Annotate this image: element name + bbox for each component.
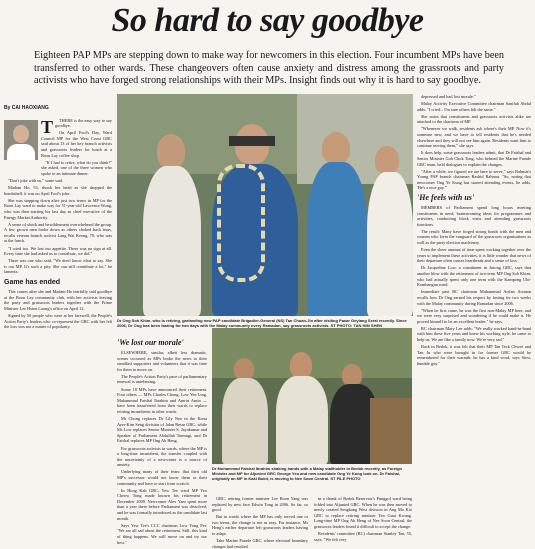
column-5 bbox=[417, 94, 531, 530]
col1-p10: This comes after she and Madam Ho tearfully said goodbye at the Boon Lay community club, with her activists leaving the party and grassroots leaders together with the Prime Minister Lee Hsien Loong's office on April 12. bbox=[4, 289, 112, 311]
column-2 bbox=[117, 336, 207, 545]
col1-p3: "If I had to retire, what do you think?" she asked, one of the three women who spoke to an intimate dinner. bbox=[41, 159, 112, 176]
byline: By CAI HAOXIANG bbox=[4, 105, 49, 111]
col1-p1: THERE is the easy way to say goodbye. bbox=[55, 117, 112, 129]
col2-p1: ELSEWHERE, similar, albeit less dramatic, scenes occurred as MPs broke the news to their steadfast supporters and volunteers that it was time for them to move on. bbox=[117, 350, 207, 372]
col3-p2: But in wards where the MP has only served one or two terms, the change is not as easy. For instance, Mr Heng's earlier departure left grassroots leaders having to adapt. bbox=[212, 514, 308, 537]
column-1 bbox=[4, 106, 112, 530]
subhead-game-has-ended: Game has ended bbox=[4, 279, 61, 287]
col2-p4: Mr Chong replaces Dr Lily Neo in the Kreta Ayer-Kim Seng division of Jalan Besar GRC, while Ms Low replaces Senior Minister S. Jayakumar and Speaker of Parliament Abdullah Tarmugi, and Dr Faishal replaces MP Ong Ah Heng. bbox=[117, 416, 207, 444]
col5-p13: RC chairman Mary Lee adds: "We really worked hand-in-hand with him these five years and knew his working style, he came to help us. We are like a family now. We're very sad." bbox=[417, 325, 531, 343]
subhead-we-lost-our-morale: 'We lost our morale' bbox=[117, 338, 184, 347]
col5-p2: Malay Activity Executive Committee chairman Sanifah Abdul adds: "I cried... I'm sure others felt the same." bbox=[417, 101, 531, 112]
col5-p1: depressed and had lost morale." bbox=[421, 94, 476, 99]
col3-p3: Take Marine Parade GRC, where electoral boundary changes had resulted bbox=[212, 538, 308, 549]
col1-p4: "Don't joke with us," some said. bbox=[8, 178, 64, 184]
col2-p6: Underlying many of their fears: that their old MP's successor would not know them or their community and have to start from scratch. bbox=[117, 469, 207, 486]
col4-p2: Residents' committee (RC) chairman Stanley Tan, 55, says: "We felt very bbox=[314, 531, 412, 542]
col5-p6: "After a while, we figured we are here to serve," says Rahmat's Young PAP branch chairman Rashid Rahmat. "So, noting that newcomer Ong Ye Kung has started attending events, he adds, 'He's a nice guy.'" bbox=[417, 168, 531, 191]
col1-p8: "I cried too. We lost our appetite. There was no sign at all. Every time she had asked us to contribute, we did." bbox=[4, 245, 112, 257]
col1-p6: She was stepping down after just two terms in MP for the Boon Lay ward to make way for 51-year-old Lawrence Wong, who was then starting his last day as chief executive of the Energy Market Authority. bbox=[4, 197, 112, 220]
headline: So hard to say goodbye bbox=[111, 2, 424, 39]
col5-p11: Immediate past RC chairman Muhammad Arifan Arsman recalls how Dr Ong earned his respect by fasting for two weeks with the Malay community during Ramadan since 2006. bbox=[417, 289, 531, 306]
col2-p5: For grassroots activists in wards, where the MP is a long-time incumbent, the transfer coupled with the uncertainty of a newcomer is a source of anxiety. bbox=[117, 445, 207, 468]
col3-p1: GRC, retiring former minister Lee Boon Yang was replaced by new face Edwin Tong in 2006. So far, so good. bbox=[212, 496, 308, 513]
col5-p7: MEMBERS of Parliament spend long hours meeting constituents in need, brainstorming ideas for programmes and activities, conducting block visits and attending grassroots functions. bbox=[417, 205, 531, 227]
subhead-he-feels-with-us: 'He feels with us' bbox=[417, 193, 475, 202]
col5-p10: Dr Jacqueline Low, a constituent in Jurong GRC, says that another blow with the retirement of two-term MP Ong Soh Khim, who had actually spent only one term with the Kampong Ubi-Kembangan ward. bbox=[417, 265, 531, 288]
col2-p3: Some 18 MPs have announced their retirement. Four others — MPs Charles Chong, Low Yen Ling, Muhammad Faishal Ibrahim and Amrin Amin — have been transferred from their wards to replace retiring incumbents in other wards. bbox=[117, 386, 207, 414]
col2-p8: Says Yew Tee's CCC chairman Low Yong Pei: "We are all sad about the retirement. Still, this kind of thing happens. We will move on and try our best." bbox=[117, 522, 207, 545]
col5-p3: She notes that constituents and grassroots activists alike are attached to the charisma of MP. bbox=[417, 113, 531, 125]
col1-p7: A sense of shock and bewilderment overwhelmed the group. A few grown men broke down as others choked back tears, recalls veteran branch activist Lang Wai Keong, 70, who was at the lunch. bbox=[4, 221, 112, 244]
caption-top: Dr Ong Soh Khim, who is retiring, garlanding new PAP candidate Brigadier-General (NS) Tan Chuan-Jin after visiting Pasar Geylang Serai recently. Since 2006, Dr Ong has been fasting for two days with the Malay community every Ramadan, say grassroots activists. ST PHOTO: TAN HIM SHEN bbox=[117, 318, 407, 328]
col1-p2: On April Fool's Day, Ward Council MP for the West Coast GRC said about 13 of her key branch activists and grassroots leaders for lunch at a Boon Lay coffee shop. bbox=[41, 130, 112, 158]
col5-p5: It does help, some grassroots leaders admit, that Dr Faishal and Senior Minister Goh Chok Tong, who helmed the Marine Parade GRC team, held dialogues to explain the changes. bbox=[417, 150, 531, 167]
caption-bottom: Dr Muhammad Faishal Ibrahim shaking hands with a Malay stallholder in Bedok recently, as Foreign Minister and MP for Aljunied GRC George Yeo and new candidate Ong Ye Kung look on. Dr Faishal, originally an MP in Kaki Bukit, is moving to Nee Soon Central. ST FILE PHOTO bbox=[212, 466, 402, 481]
standfirst: Eighteen PAP MPs are stepping down to make way for newcomers in this election. Four incumbent MPs have been transferred to other wards. These changeovers often cause anxiety and distress among the grassroots and party activists who have forged strong relationships with their MPs. Insight finds out why it is hard to say goodbye. bbox=[34, 50, 504, 86]
col4-p1: in a chunk of Bedok Reservoir's Punggol ward being folded into Aljunied GRC. When he was then moved to newly created Sengkang West division in Ang Mo Kio GRC to replace retiring minister Yeo Guat Kwang. Long-time MP Ong Ah Heng of Nee Soon Central, the grassroots leaders found it difficult to accept the change. bbox=[314, 496, 412, 529]
col2-p7: In Hong Kah GRC, Yew Tee ward MP Yeo Cheow Tong made known his retirement in December 2009. Newcomer Alex Yam spent more than a year there before Parliament was dissolved, and he was formally introduced as the candidate last month. bbox=[117, 487, 207, 521]
photo-top bbox=[117, 94, 413, 316]
column-3 bbox=[212, 496, 308, 549]
photo-bottom bbox=[212, 328, 412, 464]
col5-p9: Even the sheer amount of time spent working together over the years to implement these activities, it is little wonder that news of their departure often causes heartbreak and a sense of loss. bbox=[417, 247, 531, 264]
col5-p12: "When he first came, he was the first non-Malay MP here, and we were very surprised and wondering if he could make it. He proved himself to be an excellent leader," he says. bbox=[417, 307, 531, 324]
drop-cap: T bbox=[41, 116, 54, 137]
col1-p9: There was one who said, "We don't know what to say. She is our MP. It's such a pity. She can still contribute a lot," he laments. bbox=[4, 258, 112, 275]
col2-p2: The People's Action Party's pace of parliamentary renewal is unrelenting. bbox=[117, 373, 207, 385]
author-photo bbox=[4, 120, 38, 160]
col5-p4: "Whenever we walk, residents ask where's their MP. Now it's someone new, and we have to tell residents that he's needed elsewhere and they will not see him again. Residents want him to continue serving them," she says. bbox=[417, 126, 531, 149]
col1-p5: Madam Ho, 53, shook her head as she dropped the bombshell: it was no April Fool's joke. bbox=[4, 185, 112, 196]
col5-p14: Back in Bedok, it was felt that their MP Tan Teck Chwee and Tan Ju who were brought in for former GRC would be remembered for their warmth: he has a kind word, says Siew, humble guy." bbox=[417, 344, 531, 366]
col5-p8: The result: Many have forged strong bonds with the men and women who form the vanguard of the grassroots organisations as well as the party election machinery. bbox=[417, 228, 531, 246]
column-4 bbox=[314, 496, 412, 542]
col1-p11: Signed by 50 people who were at her farewell, the People's Action Party's leaders who co-represent the GRC with her felt the loss was not a matter of popularity. bbox=[4, 312, 112, 330]
